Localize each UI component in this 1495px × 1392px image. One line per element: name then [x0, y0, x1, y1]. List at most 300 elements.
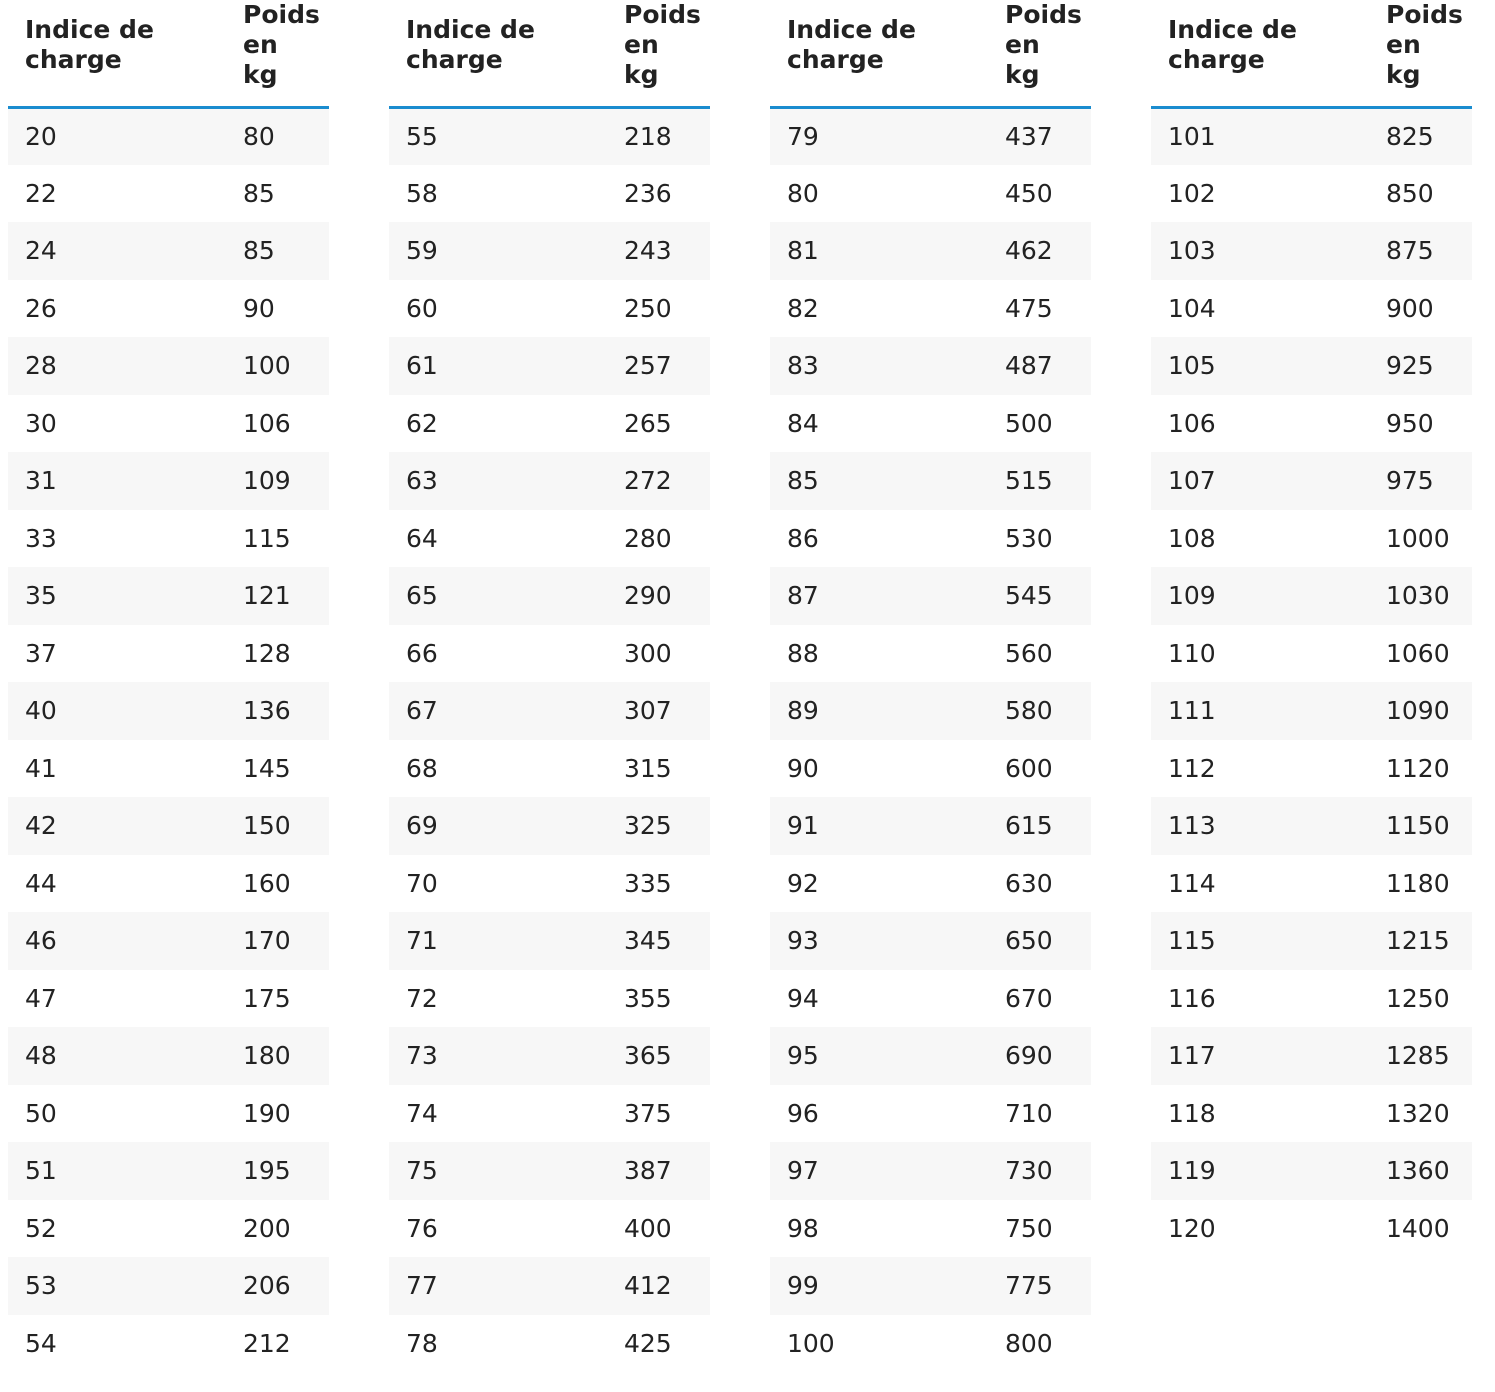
weight-kg-cell: 365: [607, 1027, 710, 1085]
load-index-cell: 80: [770, 165, 988, 223]
header-text: Indice de: [406, 15, 535, 44]
load-index-cell: 22: [8, 165, 226, 223]
table-row: [389, 395, 710, 453]
weight-kg-cell: 195: [226, 1142, 329, 1200]
table-row: [770, 1257, 1091, 1315]
table-row: [1151, 970, 1472, 1028]
table-body: [1151, 107, 1472, 1257]
weight-kg-cell: 1320: [1369, 1085, 1472, 1143]
header-text: kg: [1386, 60, 1421, 89]
table-row: [389, 1142, 710, 1200]
load-index-cell: 59: [389, 222, 607, 280]
load-index-cell: 83: [770, 337, 988, 395]
load-index-cell: 55: [389, 107, 607, 165]
weight-kg-cell: 400: [607, 1200, 710, 1258]
header-text: kg: [1005, 60, 1040, 89]
load-index-cell: 93: [770, 912, 988, 970]
table-row: [8, 1027, 329, 1085]
weight-kg-cell: 300: [607, 625, 710, 683]
weight-kg-cell: 243: [607, 222, 710, 280]
table-row: [389, 740, 710, 798]
weight-kg-cell: 200: [226, 1200, 329, 1258]
load-index-cell: 120: [1151, 1200, 1369, 1258]
table-row: [1151, 682, 1472, 740]
load-index-cell: 74: [389, 1085, 607, 1143]
table-row: [389, 567, 710, 625]
load-index-cell: 42: [8, 797, 226, 855]
weight-kg-cell: 180: [226, 1027, 329, 1085]
load-index-cell: 69: [389, 797, 607, 855]
load-index-cell: 82: [770, 280, 988, 338]
load-index-table-2: [389, 0, 710, 1372]
header-text: charge: [25, 45, 122, 74]
header-text: Poids: [1005, 0, 1082, 29]
header-text: charge: [1168, 45, 1265, 74]
header-text: Indice de: [25, 15, 154, 44]
table-row: [389, 1315, 710, 1373]
header-weight-kg: [1369, 0, 1472, 107]
table-row: [389, 222, 710, 280]
load-index-cell: 53: [8, 1257, 226, 1315]
table-row: [8, 970, 329, 1028]
load-index-cell: 112: [1151, 740, 1369, 798]
table-row: [8, 797, 329, 855]
weight-kg-cell: 750: [988, 1200, 1091, 1258]
load-index-cell: 104: [1151, 280, 1369, 338]
weight-kg-cell: 1060: [1369, 625, 1472, 683]
load-index-cell: 47: [8, 970, 226, 1028]
table-row: [770, 1142, 1091, 1200]
load-index-cell: 52: [8, 1200, 226, 1258]
header-text: charge: [406, 45, 503, 74]
weight-kg-cell: 265: [607, 395, 710, 453]
load-index-cell: 107: [1151, 452, 1369, 510]
weight-kg-cell: 450: [988, 165, 1091, 223]
load-index-cell: 96: [770, 1085, 988, 1143]
load-index-cell: 20: [8, 107, 226, 165]
table-row: [8, 452, 329, 510]
weight-kg-cell: 145: [226, 740, 329, 798]
weight-kg-cell: 100: [226, 337, 329, 395]
header-text: en: [624, 30, 659, 59]
load-index-cell: 79: [770, 107, 988, 165]
table-row: [770, 395, 1091, 453]
load-index-cell: 76: [389, 1200, 607, 1258]
weight-kg-cell: 950: [1369, 395, 1472, 453]
weight-kg-cell: 272: [607, 452, 710, 510]
weight-kg-cell: 630: [988, 855, 1091, 913]
weight-kg-cell: 236: [607, 165, 710, 223]
header-load-index: [8, 0, 226, 107]
table-body: [389, 107, 710, 1372]
table-header: [8, 0, 329, 107]
load-index-cell: 88: [770, 625, 988, 683]
weight-kg-cell: 345: [607, 912, 710, 970]
load-index-cell: 113: [1151, 797, 1369, 855]
table-row: [1151, 567, 1472, 625]
weight-kg-cell: 1215: [1369, 912, 1472, 970]
load-index-cell: 65: [389, 567, 607, 625]
table-row: [389, 452, 710, 510]
weight-kg-cell: 1250: [1369, 970, 1472, 1028]
table-row: [8, 1315, 329, 1373]
weight-kg-cell: 1360: [1369, 1142, 1472, 1200]
weight-kg-cell: 387: [607, 1142, 710, 1200]
header-text: kg: [243, 60, 278, 89]
table-row: [1151, 452, 1472, 510]
weight-kg-cell: 580: [988, 682, 1091, 740]
weight-kg-cell: 500: [988, 395, 1091, 453]
load-index-cell: 54: [8, 1315, 226, 1373]
weight-kg-cell: 355: [607, 970, 710, 1028]
table-row: [770, 855, 1091, 913]
weight-kg-cell: 560: [988, 625, 1091, 683]
load-index-cell: 60: [389, 280, 607, 338]
table-row: [770, 912, 1091, 970]
header-load-index: [389, 0, 607, 107]
weight-kg-cell: 437: [988, 107, 1091, 165]
table-row: [770, 165, 1091, 223]
table-row: [1151, 1027, 1472, 1085]
header-row: [8, 0, 329, 107]
table-row: [389, 1257, 710, 1315]
load-index-cell: 86: [770, 510, 988, 568]
weight-kg-cell: 1030: [1369, 567, 1472, 625]
weight-kg-cell: 136: [226, 682, 329, 740]
weight-kg-cell: 850: [1369, 165, 1472, 223]
table-row: [1151, 625, 1472, 683]
table-row: [1151, 1200, 1472, 1258]
table-row: [770, 1315, 1091, 1373]
load-index-cell: 117: [1151, 1027, 1369, 1085]
weight-kg-cell: 1400: [1369, 1200, 1472, 1258]
load-index-cell: 35: [8, 567, 226, 625]
table-row: [8, 165, 329, 223]
weight-kg-cell: 475: [988, 280, 1091, 338]
weight-kg-cell: 650: [988, 912, 1091, 970]
load-index-cell: 91: [770, 797, 988, 855]
weight-kg-cell: 600: [988, 740, 1091, 798]
table-row: [389, 912, 710, 970]
load-index-cell: 94: [770, 970, 988, 1028]
load-index-cell: 68: [389, 740, 607, 798]
load-index-cell: 89: [770, 682, 988, 740]
table-row: [770, 337, 1091, 395]
load-index-cell: 115: [1151, 912, 1369, 970]
table-row: [389, 1200, 710, 1258]
table-row: [770, 970, 1091, 1028]
load-index-cell: 75: [389, 1142, 607, 1200]
table-row: [770, 1027, 1091, 1085]
table-row: [770, 740, 1091, 798]
load-index-cell: 81: [770, 222, 988, 280]
weight-kg-cell: 615: [988, 797, 1091, 855]
load-index-cell: 119: [1151, 1142, 1369, 1200]
weight-kg-cell: 690: [988, 1027, 1091, 1085]
weight-kg-cell: 1150: [1369, 797, 1472, 855]
table-row: [389, 107, 710, 165]
load-index-cell: 99: [770, 1257, 988, 1315]
table-row: [389, 280, 710, 338]
weight-kg-cell: 206: [226, 1257, 329, 1315]
table-row: [1151, 222, 1472, 280]
weight-kg-cell: 975: [1369, 452, 1472, 510]
weight-kg-cell: 212: [226, 1315, 329, 1373]
weight-kg-cell: 115: [226, 510, 329, 568]
load-index-cell: 63: [389, 452, 607, 510]
load-index-cell: 108: [1151, 510, 1369, 568]
load-index-cell: 28: [8, 337, 226, 395]
weight-kg-cell: 487: [988, 337, 1091, 395]
header-load-index: [770, 0, 988, 107]
table-row: [8, 107, 329, 165]
weight-kg-cell: 85: [226, 222, 329, 280]
table-row: [1151, 855, 1472, 913]
load-index-cell: 40: [8, 682, 226, 740]
table-row: [8, 682, 329, 740]
weight-kg-cell: 90: [226, 280, 329, 338]
header-text: Poids: [1386, 0, 1463, 29]
table-row: [389, 970, 710, 1028]
load-index-cell: 41: [8, 740, 226, 798]
table-row: [389, 855, 710, 913]
load-index-cell: 84: [770, 395, 988, 453]
weight-kg-cell: 128: [226, 625, 329, 683]
load-index-cell: 118: [1151, 1085, 1369, 1143]
table-row: [770, 682, 1091, 740]
load-index-cell: 105: [1151, 337, 1369, 395]
load-index-cell: 64: [389, 510, 607, 568]
weight-kg-cell: 730: [988, 1142, 1091, 1200]
load-index-cell: 78: [389, 1315, 607, 1373]
table-row: [8, 855, 329, 913]
table-row: [389, 165, 710, 223]
table-row: [1151, 797, 1472, 855]
weight-kg-cell: 925: [1369, 337, 1472, 395]
table-row: [8, 567, 329, 625]
weight-kg-cell: 775: [988, 1257, 1091, 1315]
load-index-cell: 48: [8, 1027, 226, 1085]
table-header: [389, 0, 710, 107]
load-index-cell: 85: [770, 452, 988, 510]
table-row: [770, 280, 1091, 338]
load-index-cell: 24: [8, 222, 226, 280]
load-index-cell: 95: [770, 1027, 988, 1085]
load-index-cell: 26: [8, 280, 226, 338]
load-index-cell: 114: [1151, 855, 1369, 913]
load-index-cell: 102: [1151, 165, 1369, 223]
header-text: charge: [787, 45, 884, 74]
header-row: [770, 0, 1091, 107]
load-index-table-4: [1151, 0, 1472, 1257]
weight-kg-cell: 800: [988, 1315, 1091, 1373]
load-index-cell: 72: [389, 970, 607, 1028]
table-row: [1151, 165, 1472, 223]
header-text: en: [243, 30, 278, 59]
weight-kg-cell: 150: [226, 797, 329, 855]
weight-kg-cell: 85: [226, 165, 329, 223]
table-row: [8, 280, 329, 338]
header-text: en: [1005, 30, 1040, 59]
table-row: [770, 625, 1091, 683]
table-row: [1151, 510, 1472, 568]
header-text: kg: [624, 60, 659, 89]
table-row: [1151, 280, 1472, 338]
header-text: Poids: [243, 0, 320, 29]
table-body: [770, 107, 1091, 1372]
weight-kg-cell: 170: [226, 912, 329, 970]
weight-kg-cell: 335: [607, 855, 710, 913]
table-row: [389, 337, 710, 395]
weight-kg-cell: 515: [988, 452, 1091, 510]
weight-kg-cell: 218: [607, 107, 710, 165]
weight-kg-cell: 545: [988, 567, 1091, 625]
load-index-cell: 62: [389, 395, 607, 453]
table-row: [389, 1085, 710, 1143]
table-row: [8, 395, 329, 453]
load-index-cell: 33: [8, 510, 226, 568]
table-row: [770, 510, 1091, 568]
load-index-cell: 90: [770, 740, 988, 798]
load-index-cell: 71: [389, 912, 607, 970]
table-row: [389, 510, 710, 568]
weight-kg-cell: 1000: [1369, 510, 1472, 568]
weight-kg-cell: 425: [607, 1315, 710, 1373]
weight-kg-cell: 109: [226, 452, 329, 510]
load-index-cell: 73: [389, 1027, 607, 1085]
load-index-cell: 61: [389, 337, 607, 395]
header-text: Poids: [624, 0, 701, 29]
weight-kg-cell: 307: [607, 682, 710, 740]
load-index-cell: 106: [1151, 395, 1369, 453]
table-row: [8, 1142, 329, 1200]
weight-kg-cell: 160: [226, 855, 329, 913]
load-index-cell: 103: [1151, 222, 1369, 280]
weight-kg-cell: 257: [607, 337, 710, 395]
weight-kg-cell: 121: [226, 567, 329, 625]
load-index-cell: 97: [770, 1142, 988, 1200]
weight-kg-cell: 315: [607, 740, 710, 798]
table-row: [8, 1085, 329, 1143]
table-row: [770, 222, 1091, 280]
table-row: [1151, 337, 1472, 395]
table-row: [8, 1200, 329, 1258]
load-index-cell: 31: [8, 452, 226, 510]
table-row: [389, 1027, 710, 1085]
load-index-cell: 50: [8, 1085, 226, 1143]
table-header: [1151, 0, 1472, 107]
load-index-cell: 58: [389, 165, 607, 223]
table-row: [8, 337, 329, 395]
weight-kg-cell: 670: [988, 970, 1091, 1028]
load-index-cell: 98: [770, 1200, 988, 1258]
table-row: [389, 625, 710, 683]
load-index-cell: 51: [8, 1142, 226, 1200]
table-row: [1151, 1142, 1472, 1200]
weight-kg-cell: 710: [988, 1085, 1091, 1143]
load-index-cell: 111: [1151, 682, 1369, 740]
load-index-cell: 66: [389, 625, 607, 683]
table-row: [770, 797, 1091, 855]
table-row: [8, 912, 329, 970]
weight-kg-cell: 175: [226, 970, 329, 1028]
table-row: [770, 1200, 1091, 1258]
header-load-index: [1151, 0, 1369, 107]
load-index-cell: 92: [770, 855, 988, 913]
weight-kg-cell: 250: [607, 280, 710, 338]
table-body: [8, 107, 329, 1372]
header-weight-kg: [226, 0, 329, 107]
header-text: Indice de: [1168, 15, 1297, 44]
load-index-cell: 37: [8, 625, 226, 683]
load-index-cell: 109: [1151, 567, 1369, 625]
load-index-cell: 110: [1151, 625, 1369, 683]
load-index-cell: 87: [770, 567, 988, 625]
weight-kg-cell: 462: [988, 222, 1091, 280]
weight-kg-cell: 106: [226, 395, 329, 453]
table-header: [770, 0, 1091, 107]
header-row: [1151, 0, 1472, 107]
weight-kg-cell: 190: [226, 1085, 329, 1143]
weight-kg-cell: 375: [607, 1085, 710, 1143]
table-row: [770, 1085, 1091, 1143]
weight-kg-cell: 875: [1369, 222, 1472, 280]
weight-kg-cell: 1285: [1369, 1027, 1472, 1085]
weight-kg-cell: 1120: [1369, 740, 1472, 798]
load-index-cell: 67: [389, 682, 607, 740]
table-row: [8, 1257, 329, 1315]
table-row: [389, 797, 710, 855]
table-row: [770, 567, 1091, 625]
header-weight-kg: [607, 0, 710, 107]
header-weight-kg: [988, 0, 1091, 107]
load-index-cell: 44: [8, 855, 226, 913]
table-row: [1151, 740, 1472, 798]
header-text: en: [1386, 30, 1421, 59]
table-row: [770, 452, 1091, 510]
table-row: [1151, 1085, 1472, 1143]
weight-kg-cell: 325: [607, 797, 710, 855]
weight-kg-cell: 412: [607, 1257, 710, 1315]
load-index-table-3: [770, 0, 1091, 1372]
table-row: [8, 740, 329, 798]
header-text: Indice de: [787, 15, 916, 44]
table-row: [389, 682, 710, 740]
weight-kg-cell: 80: [226, 107, 329, 165]
table-row: [1151, 912, 1472, 970]
load-index-cell: 70: [389, 855, 607, 913]
load-index-cell: 116: [1151, 970, 1369, 1028]
weight-kg-cell: 900: [1369, 280, 1472, 338]
load-index-cell: 101: [1151, 107, 1369, 165]
load-index-cell: 77: [389, 1257, 607, 1315]
table-row: [1151, 395, 1472, 453]
weight-kg-cell: 1180: [1369, 855, 1472, 913]
table-row: [770, 107, 1091, 165]
header-row: [389, 0, 710, 107]
table-row: [8, 510, 329, 568]
weight-kg-cell: 825: [1369, 107, 1472, 165]
load-index-cell: 30: [8, 395, 226, 453]
weight-kg-cell: 530: [988, 510, 1091, 568]
table-row: [8, 222, 329, 280]
weight-kg-cell: 290: [607, 567, 710, 625]
load-index-cell: 100: [770, 1315, 988, 1373]
table-row: [1151, 107, 1472, 165]
weight-kg-cell: 1090: [1369, 682, 1472, 740]
load-index-table-1: [8, 0, 329, 1372]
table-row: [8, 625, 329, 683]
